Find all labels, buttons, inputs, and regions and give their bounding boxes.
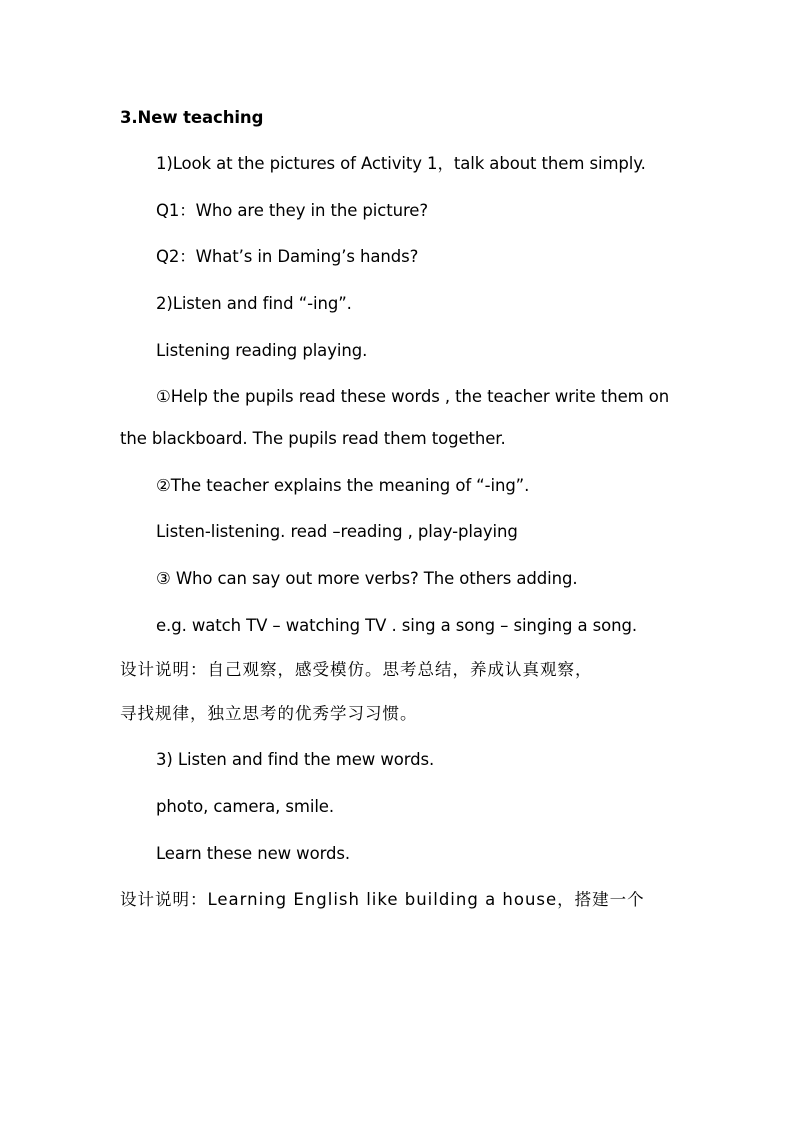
examples-text: Listen-listening. read –reading , play-playing <box>156 522 518 541</box>
circle-2-text: ②The teacher explains the meaning of “-ing”. <box>156 476 530 495</box>
question-2: Q2：What’s in Daming’s hands? <box>156 247 419 266</box>
design-note-1-line-a: 设计说明：自己观察，感受模仿。思考总结，养成认真观察， <box>120 660 593 679</box>
eg-text: e.g. watch TV – watching TV . sing a song – singing a song. <box>156 616 638 635</box>
design-note-1-line-b: 寻找规律，独立思考的优秀学习习惯。 <box>120 704 418 723</box>
word-list: Listening reading playing. <box>156 341 368 360</box>
step-3-text: 3) Listen and find the mew words. <box>156 750 435 769</box>
design-note-2: 设计说明：Learning English like building a house，搭建一个 <box>120 890 645 909</box>
learn-text: Learn these new words. <box>156 844 350 863</box>
question-1: Q1：Who are they in the picture? <box>156 201 429 220</box>
circle-1-line-b: the blackboard. The pupils read them together. <box>120 429 506 448</box>
section-heading: 3.New teaching <box>120 108 264 127</box>
new-words-list: photo, camera, smile. <box>156 797 335 816</box>
circle-1-line-a: ①Help the pupils read these words , the teacher write them on <box>156 387 670 406</box>
step-1-text: 1)Look at the pictures of Activity 1，talk about them simply. <box>156 154 646 173</box>
step-2-text: 2)Listen and find “-ing”. <box>156 294 352 313</box>
circle-3-text: ③ Who can say out more verbs? The others adding. <box>156 569 578 588</box>
